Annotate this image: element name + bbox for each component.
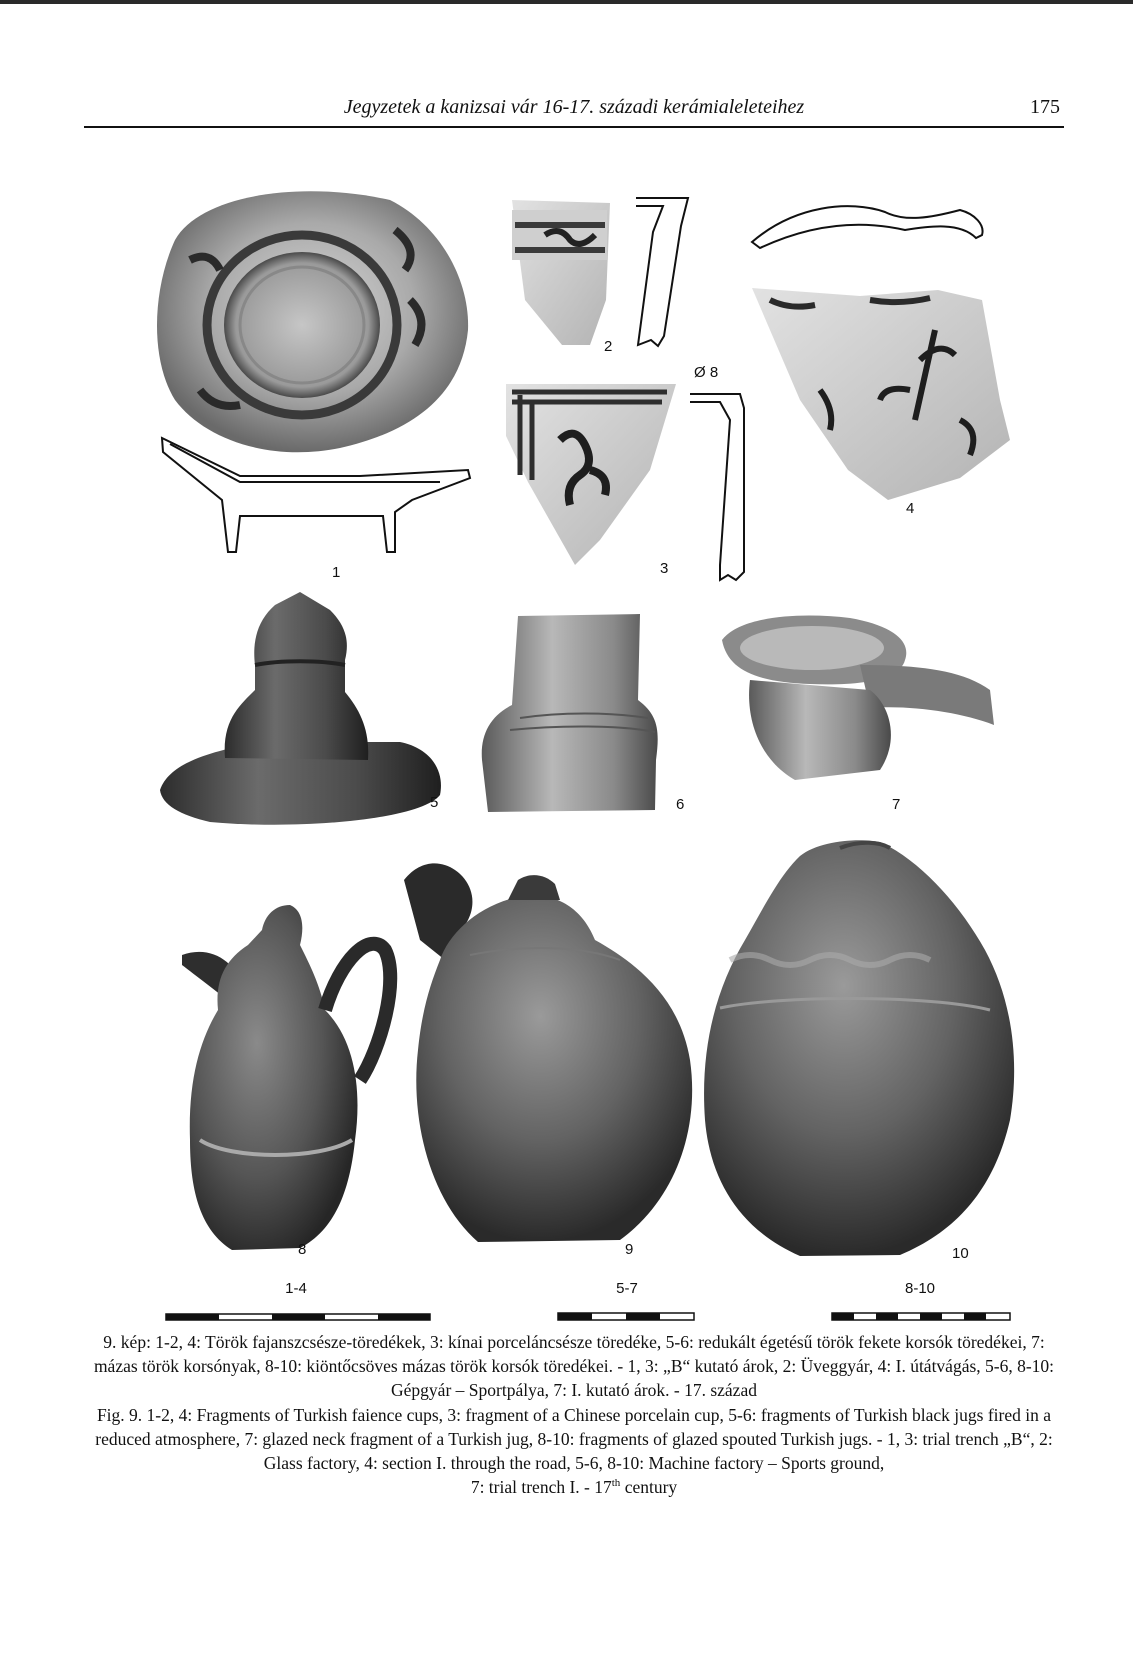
scale-label-8-10: 8-10: [904, 1280, 936, 1297]
caption-english-main: Fig. 9. 1-2, 4: Fragments of Turkish faience cups, 3: fragment of a Chinese porcelain cup, 5-6: fragments of Turkish black jugs fired in a reduced atmosphere, 7: glazed neck fragment of a Turkish jug, 8-10: fragments of glazed spouted Turkish jugs. - 1, 3: trial trench „B“, 2: Glass factory, 4: section I. through the road, 5-6, 8-10: Machine factory – Sports ground,: [95, 1404, 1053, 1474]
page-number: 175: [1030, 96, 1060, 118]
label-7: 7: [892, 796, 901, 813]
item-4-shard: [752, 288, 1010, 500]
label-8: 8: [298, 1241, 307, 1258]
label-3: 3: [660, 560, 669, 577]
label-1: 1: [332, 564, 341, 581]
item-7-glazed-neck: [722, 616, 994, 780]
scale-bar-1-4: [166, 1314, 430, 1320]
scale-label-1-4: 1-4: [285, 1280, 307, 1297]
caption-english: [84, 1403, 1064, 1500]
item-9-jug: [404, 863, 692, 1242]
label-4: 4: [906, 500, 915, 517]
item-2-profile: [636, 198, 688, 346]
figure-caption: [84, 1330, 1064, 1499]
item-5-jug-neck: [160, 592, 441, 825]
label-6: 6: [676, 796, 685, 813]
item-1-bowl-profile: [162, 438, 470, 552]
caption-hungarian: 9. kép: 1-2, 4: Török fajanszcsésze-töredékek, 3: kínai porceláncsésze töredéke, 5-6: redukált égetésű török fekete korsók töredékei, 7: mázas török korsónyak, 8-10: kiöntőcsöves mázas török korsók töredékei. - 1, 3: „B“ kutató árok, 2: Üveggyár, 4: I. útátvágás, 5-6, 8-10: Gépgyár – Sportpálya, 7: I. kutató árok. - 17. század: [93, 1332, 1055, 1401]
diameter-label: Ø 8: [694, 364, 719, 381]
label-2: 2: [604, 338, 613, 355]
item-2-shard: [512, 200, 610, 345]
label-9: 9: [625, 1241, 634, 1258]
scale-label-5-7: 5-7: [616, 1280, 638, 1297]
label-5: 5: [430, 794, 439, 811]
item-8-jug: [182, 905, 390, 1250]
item-3-shard: [506, 384, 676, 565]
running-title: Jegyzetek a kanizsai vár 16-17. századi kerámialeleteihez: [343, 96, 805, 118]
caption-superscript: th: [611, 1477, 621, 1490]
caption-english-last: 7: trial trench I. - 17: [470, 1477, 612, 1498]
caption-english-tail: century: [620, 1477, 678, 1498]
item-1-bowl-photo: [157, 191, 468, 452]
label-10: 10: [952, 1245, 969, 1262]
item-3-profile: [690, 394, 744, 580]
item-10-jug: [704, 840, 1014, 1256]
scale-bar-5-7: [558, 1313, 694, 1320]
scale-bar-8-10: [832, 1313, 1010, 1320]
item-6-jug-neck: [482, 614, 658, 812]
item-4-profile-arc: [752, 206, 983, 248]
